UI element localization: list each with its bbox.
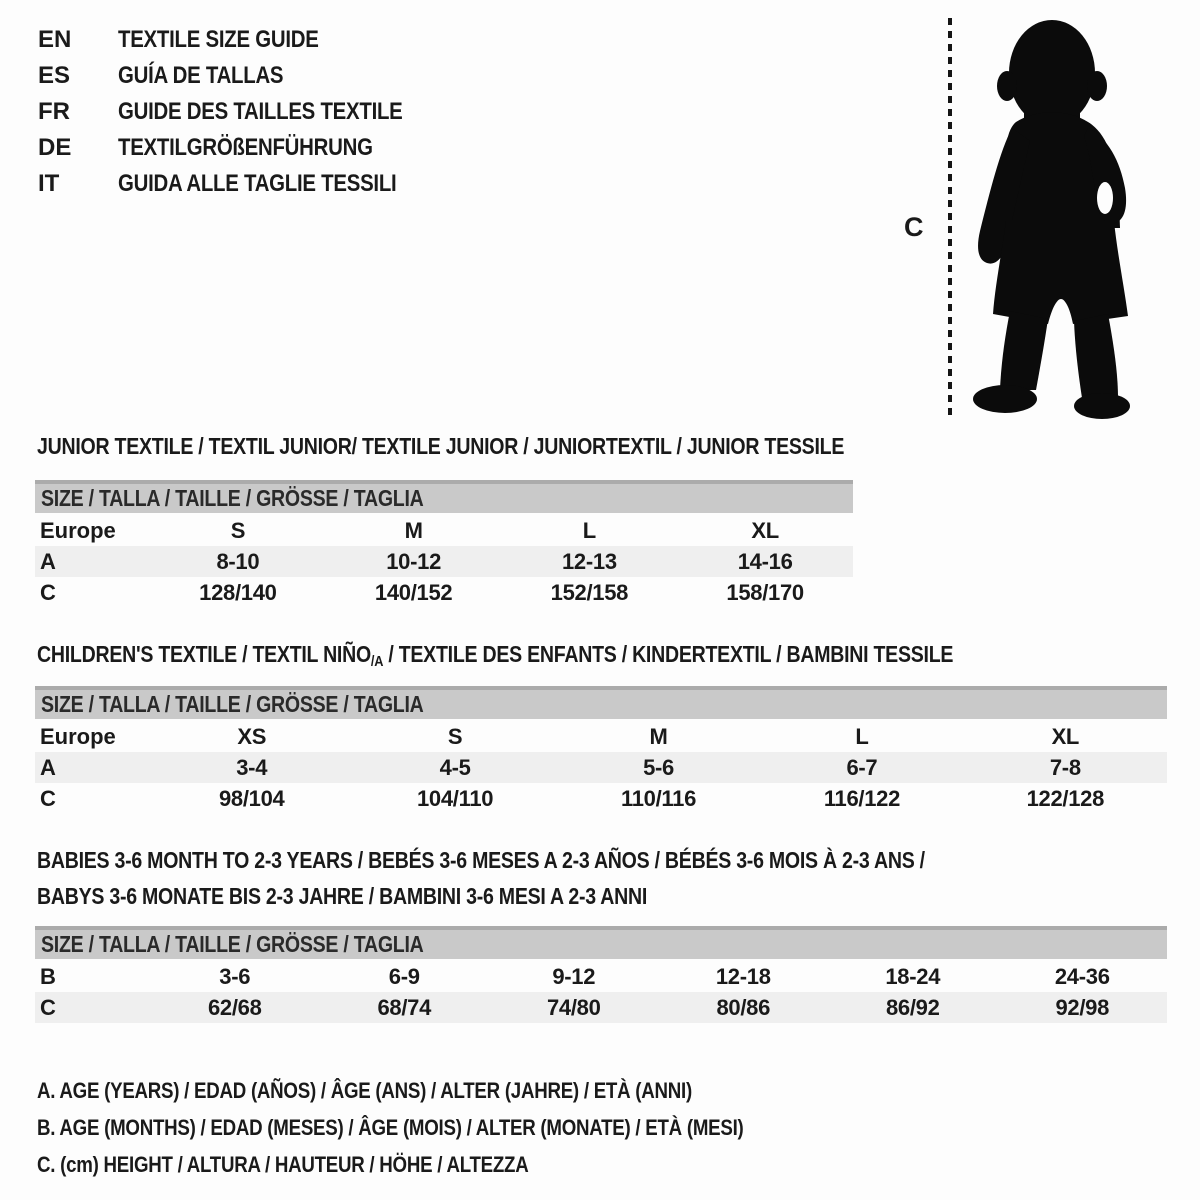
language-title: TEXTILE SIZE GUIDE <box>118 26 319 53</box>
language-row <box>38 22 453 58</box>
table-row-europe <box>35 721 1167 752</box>
table-cell: 104/110 <box>417 786 494 811</box>
language-title: GUIDA ALLE TAGLIE TESSILI <box>118 170 397 197</box>
table-cell: 158/170 <box>726 580 804 605</box>
language-title: GUIDE DES TAILLES TEXTILE <box>118 98 403 125</box>
language-title: GUÍA DE TALLAS <box>118 62 284 89</box>
heading-subscript: /A <box>370 653 384 670</box>
table-cell: M <box>404 518 423 543</box>
table-cell: 9-12 <box>552 964 596 989</box>
table-cell: 62/68 <box>207 995 262 1020</box>
babies-size-table <box>35 926 1167 1023</box>
table-cell: S <box>230 518 246 543</box>
language-code: FR <box>38 98 70 125</box>
section-heading-children <box>37 641 1115 671</box>
footnote-text: A. AGE (YEARS) / EDAD (AÑOS) / ÂGE (ANS) / ALTER (JAHRE) / ETÀ (ANNI) <box>37 1078 692 1103</box>
table-cell: 152/158 <box>550 580 629 605</box>
size-table-header-bar <box>35 686 1167 719</box>
table-cell: 8-10 <box>216 549 260 574</box>
language-row <box>38 94 453 130</box>
table-row-label: A <box>40 549 56 574</box>
table-cell: 7-8 <box>1049 755 1081 780</box>
table-cell: S <box>447 724 463 749</box>
table-cell: 6-7 <box>846 755 878 780</box>
language-code: ES <box>38 62 71 89</box>
language-code: DE <box>38 134 72 161</box>
size-table-header-bar <box>35 926 1167 959</box>
table-cell: 128/140 <box>199 580 277 605</box>
table-cell: 92/98 <box>1055 995 1110 1020</box>
table-row-label: C <box>40 580 56 605</box>
height-dashed-line <box>948 18 952 416</box>
section-heading-babies-line1 <box>37 847 1082 873</box>
table-cell: XS <box>237 724 267 749</box>
table-row-height-cm <box>35 783 1167 814</box>
heading-text-post: / TEXTILE DES ENFANTS / KINDERTEXTIL / BAMBINI TESSILE <box>383 641 954 667</box>
size-table-header-text: SIZE / TALLA / TAILLE / GRÖSSE / TAGLIA <box>41 931 424 957</box>
table-cell: 18-24 <box>885 964 941 989</box>
footnote-age-years <box>37 1072 868 1109</box>
table-cell: 122/128 <box>1026 786 1105 811</box>
table-row-europe <box>35 515 853 546</box>
table-row-label: C <box>40 995 56 1020</box>
table-cell: L <box>855 724 869 749</box>
table-row-height-cm <box>35 577 853 608</box>
language-row <box>38 58 453 94</box>
footnotes-block <box>37 1072 868 1183</box>
table-cell: 74/80 <box>546 995 601 1020</box>
table-row-height-cm <box>35 992 1167 1023</box>
table-cell: 12-13 <box>561 549 617 574</box>
language-row <box>38 166 453 202</box>
table-row-label: C <box>40 786 56 811</box>
table-cell: XL <box>1051 724 1080 749</box>
heading-text <box>37 641 953 671</box>
table-cell: 6-9 <box>388 964 420 989</box>
table-cell: 14-16 <box>737 549 793 574</box>
section-heading-babies-line2 <box>37 883 755 909</box>
table-cell: 140/152 <box>374 580 453 605</box>
table-cell: 3-6 <box>219 964 251 989</box>
table-cell: 5-6 <box>643 755 674 780</box>
language-title: TEXTILGRÖßENFÜHRUNG <box>118 134 373 161</box>
table-row-age-years <box>35 546 853 577</box>
table-row-label: B <box>40 964 56 989</box>
table-cell: 110/116 <box>621 786 697 811</box>
footnote-age-months <box>37 1109 868 1146</box>
height-measure-label: C <box>904 212 924 242</box>
table-cell: L <box>582 518 596 543</box>
heading-text: BABIES 3-6 MONTH TO 2-3 YEARS / BEBÉS 3-6 MESES A 2-3 AÑOS / BÉBÉS 3-6 MOIS À 2-3 ANS / <box>37 847 925 873</box>
language-title-block <box>38 22 453 202</box>
table-cell: 4-5 <box>439 755 471 780</box>
footnote-height-cm <box>37 1146 868 1183</box>
table-cell: 98/104 <box>218 786 285 811</box>
heading-text: JUNIOR TEXTILE / TEXTIL JUNIOR/ TEXTILE JUNIOR / JUNIORTEXTIL / JUNIOR TESSILE <box>37 433 845 459</box>
table-row-age-years <box>35 752 1167 783</box>
children-size-table <box>35 686 1167 814</box>
size-table-header-text: SIZE / TALLA / TAILLE / GRÖSSE / TAGLIA <box>41 485 424 511</box>
footnote-text: B. AGE (MONTHS) / EDAD (MESES) / ÂGE (MOIS) / ALTER (MONATE) / ETÀ (MESI) <box>37 1115 744 1140</box>
heading-text: BABYS 3-6 MONATE BIS 2-3 JAHRE / BAMBINI 3-6 MESI A 2-3 ANNI <box>37 883 648 909</box>
size-table-header-bar <box>35 480 853 513</box>
table-cell: 10-12 <box>386 549 442 574</box>
size-table-header-text: SIZE / TALLA / TAILLE / GRÖSSE / TAGLIA <box>41 691 424 717</box>
table-cell: XL <box>751 518 779 543</box>
section-heading-junior <box>37 433 987 459</box>
table-row-label: Europe <box>40 518 116 543</box>
table-cell: 80/86 <box>716 995 771 1020</box>
footnote-text: C. (cm) HEIGHT / ALTURA / HAUTEUR / HÖHE / ALTEZZA <box>37 1152 529 1177</box>
table-cell: 3-4 <box>236 755 268 780</box>
heading-text-pre: CHILDREN'S TEXTILE / TEXTIL NIÑO <box>37 641 371 667</box>
junior-size-table <box>35 480 853 608</box>
table-cell: 24-36 <box>1054 964 1110 989</box>
toddler-silhouette-icon <box>960 16 1140 420</box>
table-cell: 86/92 <box>885 995 940 1020</box>
table-cell: 68/74 <box>377 995 432 1020</box>
table-cell: 12-18 <box>715 964 771 989</box>
table-row-label: A <box>40 755 56 780</box>
language-row <box>38 130 453 166</box>
language-code: EN <box>38 26 72 53</box>
table-cell: 116/122 <box>823 786 901 811</box>
table-row-age-months <box>35 961 1167 992</box>
table-cell: M <box>649 724 668 749</box>
language-code: IT <box>38 170 60 197</box>
table-row-label: Europe <box>40 724 116 749</box>
